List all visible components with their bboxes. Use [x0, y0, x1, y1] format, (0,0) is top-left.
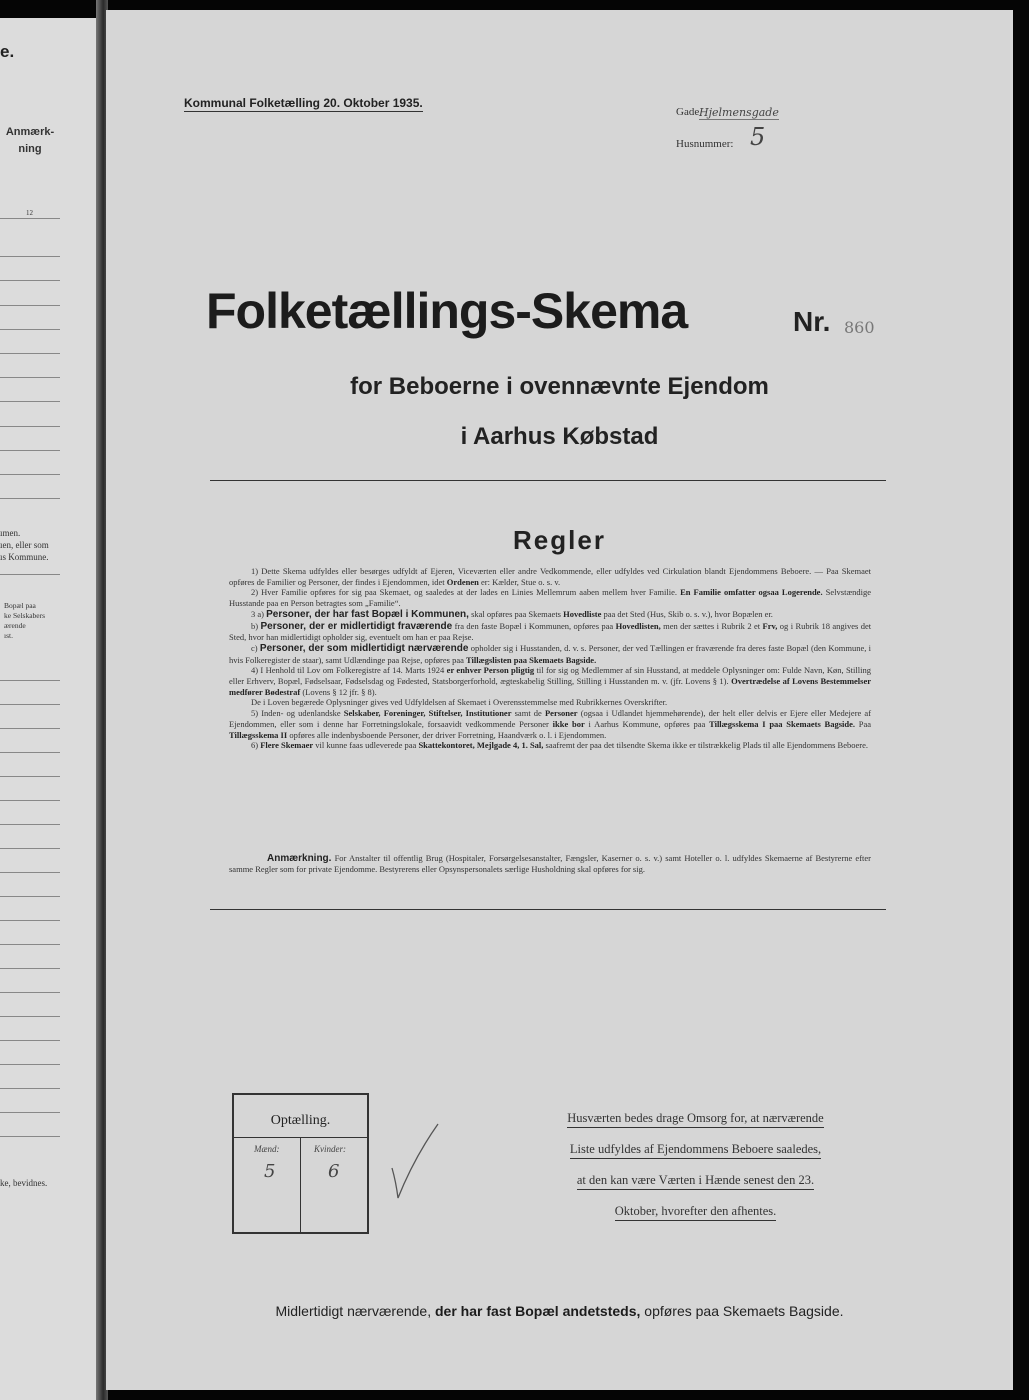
left-rule	[0, 896, 60, 897]
footer-part-2: der har fast Bopæl andetsteds,	[435, 1303, 641, 1319]
rule-3c-number: c)	[251, 642, 258, 653]
footer-part-3: opføres paa Skemaets Bagside.	[644, 1303, 844, 1319]
gade-label: Gade	[676, 106, 700, 118]
form-subtitle-2: i Aarhus Købstad	[460, 423, 659, 450]
form-title: Folketællings-Skema	[206, 283, 688, 339]
left-rule	[0, 752, 60, 753]
left-header-line1: Anmærk-	[5, 126, 55, 138]
left-rule	[0, 574, 60, 575]
rule-5-text4: i Aarhus Kommune, opføres paa	[588, 718, 706, 729]
rule-6-number: 6)	[251, 740, 259, 751]
anmaerkning-text: For Anstalter til offentlig Brug (Hospitaler, Forsørgelsesanstalter, Fængsler, Kaserner o. s. v.) samt Hoteller o. l. udfyldes Skemaerne af Bestyrerne efter samme Regler som for private Ejendomme. Bestyrerens eller Opsynspersonalets særlige Husholdning skal opføres for sig.	[229, 853, 871, 874]
rule-2-bold: En Familie omfatter ogsaa Logerende.	[680, 587, 823, 598]
rule-3c-bold: Tillægslisten paa Skemaets Bagside.	[466, 654, 597, 665]
rule-3b-number: b)	[251, 620, 259, 631]
notice-line-4: Oktober, hvorefter den afhentes.	[615, 1202, 777, 1221]
notice-line-2: Liste udfyldes af Ejendommens Beboere saaledes,	[570, 1140, 821, 1159]
rule-3b-bold: Hovedlisten,	[615, 620, 661, 631]
maend-value: 5	[264, 1161, 276, 1182]
left-note1-line2: ıen, eller som	[0, 540, 49, 550]
rule-2-text: 2) Hver Familie opføres for sig paa Skemaet, og saaledes at der lades en Linies Mellemrum aaben mellem hver Familie.	[251, 587, 677, 598]
landlord-notice	[532, 1105, 859, 1229]
rule-4-text: 4) I Henhold til Lov om Folkeregistre af 14. Marts 1924	[251, 665, 445, 676]
rule-4-penalty: Overtrædelse af Lovens Bestemmelser medfører Bødestraf	[229, 676, 872, 697]
rule-4	[229, 665, 871, 697]
rule-5-text: 5) Inden- og udenlandske	[251, 708, 341, 719]
adjacent-page	[0, 18, 96, 1400]
count-column-divider	[300, 1137, 301, 1232]
notice-line-3: at den kan være Værten i Hænde senest den 23.	[577, 1171, 814, 1190]
rule-4-note-text: De i Loven begærede Oplysninger gives ved Udfyldelsen af Skemaet i Overensstemmelse med Rubrikkernes Overskrifter.	[251, 697, 668, 708]
left-rule	[0, 377, 60, 378]
left-rule	[0, 872, 60, 873]
left-note3: ke, bevidnes.	[0, 1178, 48, 1188]
rule-3b-text: fra den faste Bopæl i Kommunen, opføres paa	[454, 620, 614, 631]
rule-5-text3: (ogsaa i Udlandet hjemmehørende), der helt eller delvis er Ejere eller Medejere af Ejendommen, eller som i denne har Forretningslokale, forsaavidt vedkommende Personer	[229, 708, 872, 729]
left-note2-line4: ıst.	[4, 631, 13, 640]
left-note1-line1: ımen.	[0, 528, 21, 538]
rule-5-text2: samt de	[514, 708, 542, 719]
left-rule	[0, 256, 60, 257]
rule-3b-frv: Frv,	[762, 620, 778, 631]
rule-1-text: 1) Dette Skema udfyldes eller besørges udfyldt af Ejeren, Viceværten eller andre Vedkommende, eller udfyldes ved Cirkulation blandt Ejendommens Beboere. — Paa Skemaet opføres de Familier og Personer, der findes i Ejendommen, idet	[229, 566, 871, 587]
left-rule	[0, 776, 60, 777]
rule-6-text: vil kunne faas udleverede paa	[315, 740, 417, 751]
left-rule	[0, 824, 60, 825]
count-title: Optælling.	[270, 1113, 331, 1128]
left-rule	[0, 800, 60, 801]
rules-text	[229, 566, 871, 751]
census-form-page	[106, 10, 1013, 1390]
kvinder-value: 6	[328, 1161, 340, 1182]
left-rule	[0, 1040, 60, 1041]
rule-1-bold: Ordenen	[446, 576, 479, 587]
count-box	[232, 1093, 369, 1234]
rule-5-text5: Paa	[858, 718, 872, 729]
rule-1	[229, 566, 871, 587]
divider-top	[210, 480, 886, 481]
form-subtitle-1: for Beboerne i ovennævnte Ejendom	[350, 373, 769, 400]
left-rule	[0, 1112, 60, 1113]
footer-part-1: Midlertidigt nærværende,	[275, 1303, 432, 1319]
notice-line-1: Husværten bedes drage Omsorg for, at nærværende	[567, 1109, 824, 1128]
kvinder-label: Kvinder:	[314, 1144, 346, 1154]
rule-5-end: opføres alle indenbysboende Personer, der driver Forretning, Haandværk o. l. i Ejendommen.	[289, 729, 607, 740]
left-rule	[0, 474, 60, 475]
form-number-label: Nr.	[793, 306, 831, 337]
left-rule	[0, 218, 60, 219]
husnummer-label: Husnummer:	[676, 138, 734, 150]
left-rule	[0, 944, 60, 945]
rule-4-text2: til for sig og Medlemmer af sin Husstand, at meddele Oplysninger om: Fulde Navn, Køn, Stilling eller Erhverv, Bopæl, Fødselsaar, Fødselsdag og Fødested, Statsborgerforhold, ægteskabelig Stilling, Stilling i Husstanden m. v. (jfr. Lovens § 1).	[229, 665, 871, 687]
left-rule	[0, 680, 60, 681]
rule-6-end: saafremt der paa det tilsendte Skema ikke er tilstrækkelig Plads til alle Ejendommens Beboere.	[545, 740, 868, 751]
left-header-line2: ning	[18, 143, 42, 155]
rule-5-bold3: ikke bor	[552, 718, 585, 729]
rule-2-end: Selvstændige Husstande paa en Person betragtes som „Familie“.	[229, 587, 872, 609]
anmaerkning-note	[229, 853, 871, 875]
anmaerkning-label: Anmærkning.	[267, 853, 332, 864]
maend-label: Mænd:	[254, 1144, 280, 1154]
rule-3a-heading: Personer, der har fast Bopæl i Kommunen,	[266, 608, 469, 620]
rules-heading: Regler	[513, 525, 606, 555]
rule-3a-text: skal opføres paa Skemaets	[471, 608, 561, 619]
rule-3b-text2: men der sættes i Rubrik 2 et	[663, 620, 761, 631]
rule-5-bold2: Personer	[544, 708, 578, 719]
rule-3b	[229, 621, 871, 643]
rule-3c-text: opholder sig i Husstanden, d. v. s. Personer, der ved Tællingen er fraværende fra deres faste Bopæl (den Kommune, i hvis Folkeregister de staar), samt Udlændinge paa Rejse, opføres paa	[229, 642, 872, 665]
rule-2	[229, 587, 871, 608]
checkmark-icon	[388, 1120, 448, 1204]
gade-value: Hjelmensgade	[699, 106, 779, 119]
left-rule	[0, 1064, 60, 1065]
left-rule	[0, 704, 60, 705]
left-note2-line2: ke Selskabers	[4, 611, 46, 620]
left-rule	[0, 728, 60, 729]
form-number-value: 860	[844, 318, 875, 337]
left-note1-line3: ıs Kommune.	[0, 552, 49, 562]
rule-5-bold4: Tillægsskema I paa Skemaets Bagside.	[709, 718, 855, 729]
husnummer-value: 5	[750, 123, 766, 151]
rule-4-note	[229, 697, 871, 708]
left-page-letter: e.	[0, 42, 15, 61]
left-note2-line1: Bopæl paa	[4, 601, 36, 610]
rule-5	[229, 708, 871, 740]
left-rule	[0, 1088, 60, 1089]
left-rule	[0, 1016, 60, 1017]
rule-3a	[229, 609, 871, 621]
rule-3a-bold: Hovedliste	[563, 608, 602, 619]
rule-4-ref: (Lovens § 12 jfr. § 8).	[302, 686, 377, 697]
left-rule	[0, 353, 60, 354]
rule-3b-heading: Personer, der er midlertidigt fraværende	[260, 620, 453, 632]
rule-3a-number: 3 a)	[251, 608, 264, 619]
rule-6-bold: Flere Skemaer	[260, 740, 314, 751]
left-rule	[0, 992, 60, 993]
left-rule	[0, 280, 60, 281]
left-rule	[0, 1136, 60, 1137]
census-header-title: Kommunal Folketælling 20. Oktober 1935.	[184, 96, 423, 110]
left-rule	[0, 305, 60, 306]
left-rule	[0, 401, 60, 402]
left-page-column-header	[0, 124, 60, 158]
rule-6	[229, 740, 871, 751]
rule-5-bold: Selskaber, Foreninger, Stiftelser, Institutioner	[343, 708, 512, 719]
rule-1-end: er: Kælder, Stue o. s. v.	[481, 576, 561, 587]
left-rule	[0, 920, 60, 921]
footer-note	[106, 1303, 1013, 1319]
left-rule	[0, 426, 60, 427]
rule-3c	[229, 643, 871, 665]
left-note2-line3: ærende	[4, 621, 26, 630]
rule-5-bold5: Tillægsskema II	[229, 729, 288, 740]
left-rule	[0, 848, 60, 849]
rule-6-address: Skattekontoret, Mejlgade 4, 1. Sal,	[418, 740, 544, 751]
rule-4-bold: er enhver Person pligtig	[446, 665, 535, 676]
left-rule	[0, 968, 60, 969]
divider-bottom	[210, 909, 886, 910]
left-rule	[0, 329, 60, 330]
rule-3c-heading: Personer, der som midlertidigt nærværende	[259, 642, 469, 654]
rule-3a-end: paa det Sted (Hus, Skib o. s. v.), hvor Bopælen er.	[603, 608, 773, 619]
left-column-number: 12	[26, 209, 33, 217]
rule-3b-end: og i Rubrik 18 angives det Sted, hvor han midlertidigt opholder sig, eventuelt om han er paa Rejse.	[229, 620, 872, 643]
left-rule	[0, 450, 60, 451]
left-rule	[0, 498, 60, 499]
